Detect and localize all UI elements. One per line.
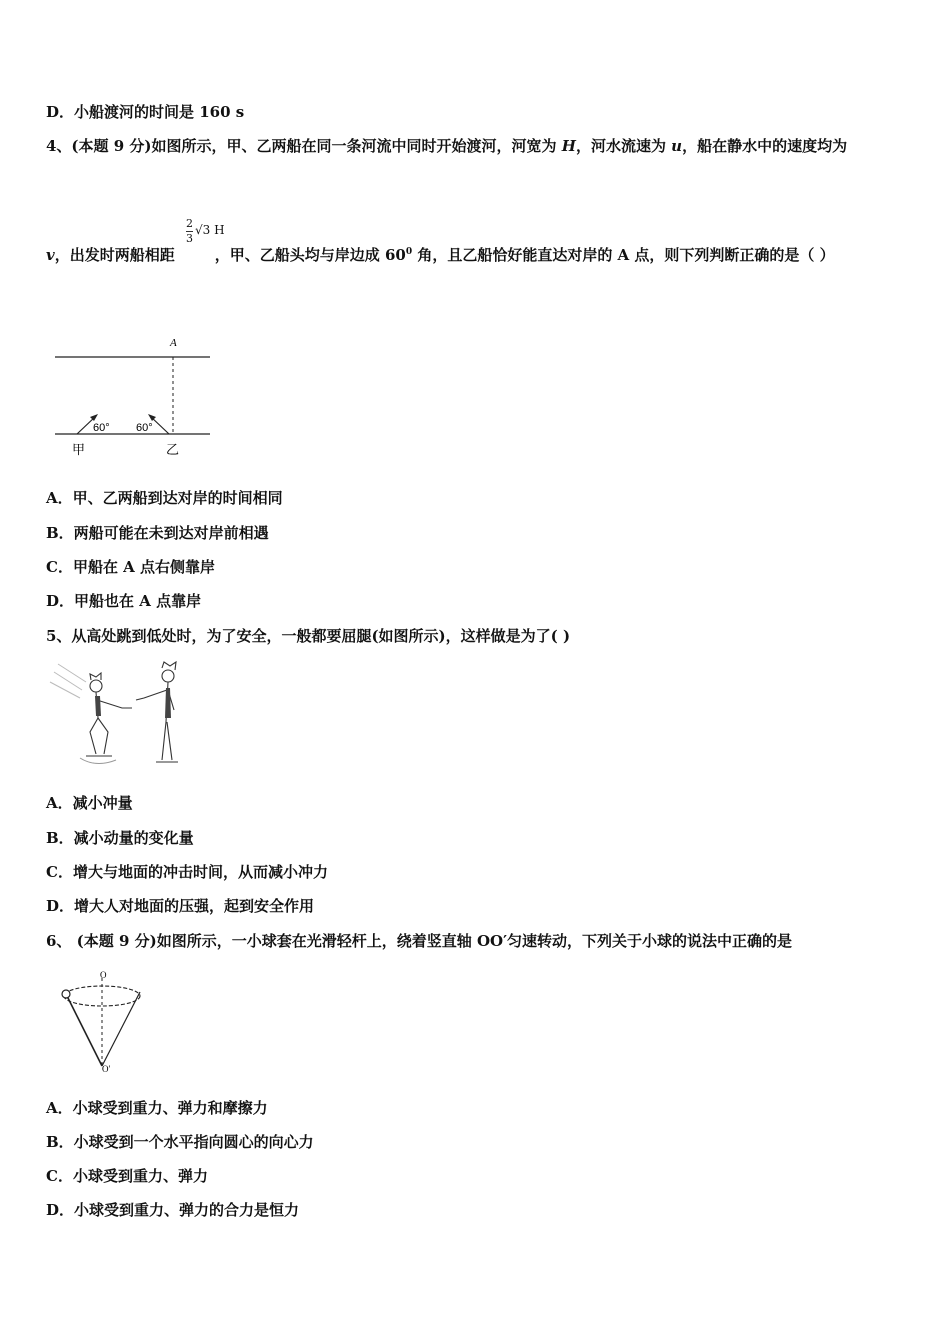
swimsuit-shape <box>165 688 171 718</box>
q3-option-d: D．小船渡河的时间是 160 s <box>46 103 245 121</box>
q5-option-d: D．增大人对地面的压强，起到安全作用 <box>46 897 315 915</box>
var-boat-speed: v <box>46 246 55 264</box>
q4-stem-text: ，船在静水中的速度均为 <box>682 137 848 155</box>
boat-jia-label: 甲 <box>72 443 86 458</box>
q5-option-a: A．减小冲量 <box>46 794 133 812</box>
distance-fraction <box>186 218 193 245</box>
q6-stem: 6、 (本题 9 分)如图所示，一小球套在光滑轻杆上，绕着竖直轴 OO′匀速转动，下列关于小球的说法中正确的是 <box>46 932 793 950</box>
degree-superscript: 0 <box>405 247 413 257</box>
q4-stem-text: ，甲、乙船头均与岸边成 60 <box>214 246 406 264</box>
q4-option-a: A．甲、乙两船到达对岸的时间相同 <box>46 489 283 507</box>
q4-option-c: C．甲船在 A 点右侧靠岸 <box>46 558 216 576</box>
rod-left <box>66 994 102 1066</box>
q5-option-c: C．增大与地面的冲击时间，从而减小冲力 <box>46 863 328 881</box>
rod-right <box>102 992 140 1066</box>
ball-icon <box>62 990 70 998</box>
jumping-figure <box>46 660 194 774</box>
q4-stem-text: ，河水流速为 <box>575 137 672 155</box>
ground-shadow <box>80 758 116 764</box>
q4-option-b: B．两船可能在未到达对岸前相遇 <box>46 524 269 542</box>
q4-stem-text: ，出发时两船相距 <box>54 246 175 264</box>
angle-label: 60° <box>136 422 153 434</box>
standing-person-icon <box>136 662 178 762</box>
q4-stem-line-1 <box>46 136 847 156</box>
fraction-denominator: 3 <box>186 232 193 245</box>
boat-yi-label: 乙 <box>166 443 180 458</box>
point-a-label: A <box>170 337 177 349</box>
fraction-numerator: 2 <box>186 217 193 230</box>
axis-top-label: O <box>100 970 107 980</box>
q5-stem: 5、从高处跳到低处时，为了安全，一般都要屈腿(如图所示)，这样做是为了( ) <box>46 627 571 645</box>
angle-label: 60° <box>93 422 110 434</box>
crouching-person-icon <box>86 673 132 756</box>
distance-root: √3 H <box>195 223 225 237</box>
q4-stem-text: 4、(本题 9 分)如图所示，甲、乙两船在同一条河流中同时开始渡河，河宽为 <box>46 137 562 155</box>
rotating-rod-figure <box>54 968 154 1076</box>
q6-option-a: A．小球受到重力、弹力和摩擦力 <box>46 1099 268 1117</box>
q6-option-d: D．小球受到重力、弹力的合力是恒力 <box>46 1201 300 1219</box>
axis-bottom-label: O′ <box>102 1064 111 1074</box>
q4-option-d: D．甲船也在 A 点靠岸 <box>46 592 202 610</box>
motion-lines <box>50 664 86 698</box>
swimsuit-shape <box>95 696 101 716</box>
river-figure <box>50 330 220 462</box>
var-river-width: H <box>561 137 576 155</box>
q4-stem-line-2 <box>46 242 835 265</box>
q4-stem-text: 角，且乙船恰好能直达对岸的 A 点，则下列判断正确的是（ ） <box>412 246 835 264</box>
q6-option-b: B．小球受到一个水平指向圆心的向心力 <box>46 1133 314 1151</box>
q5-option-b: B．减小动量的变化量 <box>46 829 194 847</box>
var-flow-speed: u <box>671 137 683 155</box>
q6-option-c: C．小球受到重力、弹力 <box>46 1167 208 1185</box>
